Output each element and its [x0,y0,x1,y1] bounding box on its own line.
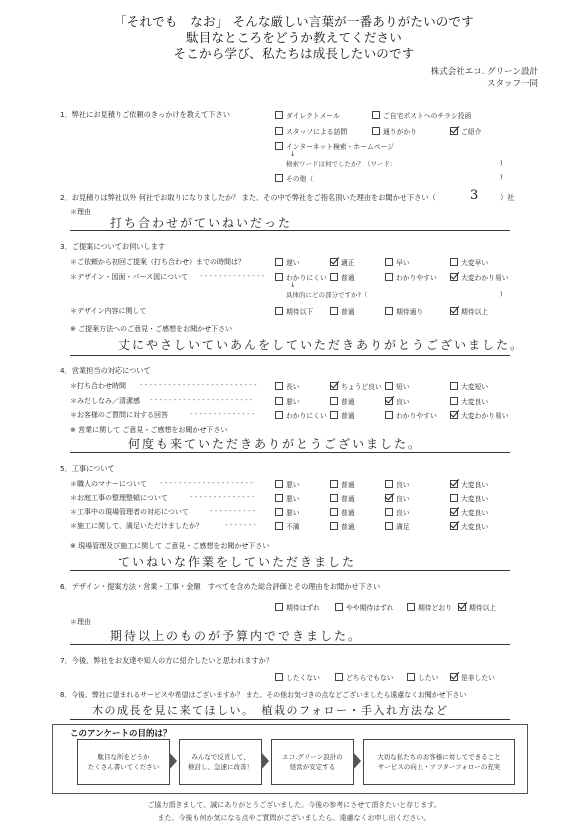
checkbox-checked[interactable] [330,258,338,266]
q4-row3-opt-very-easy[interactable]: 大変わかり易い [450,410,509,420]
q4-row2-opt-very-good[interactable]: 大変良い [450,396,488,406]
q3-row2-opt-hard[interactable]: わかりにくい [275,272,327,282]
leader-dots: - - - - - - - [225,521,257,529]
checkbox[interactable] [450,382,458,390]
q1-search-word-label: 検索ワードは何でしたか？（ワード: [286,160,393,168]
q3-row1-opt-proper[interactable]: 適正 [330,257,355,267]
checkbox[interactable] [275,673,283,681]
q7-opt-yes[interactable]: したい [407,672,438,682]
q5-row2-label: ＊お庭工事の整理整頓について [70,494,168,502]
header-line-2: 駄目なところをどうか教えてください [186,30,402,45]
header-line-1: 「それでも なお」 そんな厳しい言葉が一番ありがたいのです [114,14,474,29]
step-3-line-1: エコ.グリーン設計の [282,753,343,761]
q7-opt-no[interactable]: したくない [275,672,320,682]
step-4-line-2: サービスの向上・アフターフォローの充実 [377,763,501,771]
q1-opt-passing[interactable]: 通りがかり [372,126,417,136]
q3-text: 3．ご提案についてお伺いします [60,242,166,251]
q3-row3-opt-below[interactable]: 期待以下 [275,306,313,316]
arrow-right-icon [353,752,361,770]
q1-opt-referral[interactable]: ご紹介 [450,126,481,136]
q3-detail-label: 具体的にどの部分ですか?（ [286,291,368,299]
q1-text: 1．弊社にお見積りご依頼のきっかけを教えて下さい [60,110,230,119]
step-1-line-1: 駄目な所をどうか [97,753,150,761]
q1-other-close: ) [500,173,503,181]
checkbox[interactable] [275,111,283,119]
q8-text: 8．今後、弊社に望まれるサービスや希望はございますか？ また、その他お気づきの点などございましたら遠慮なくお聞かせ下さい [60,691,467,699]
q8-answer[interactable]: 木の成長を見に来てほしい。 植栽のフォロー・手入れ方法など [92,704,449,717]
checkbox[interactable] [385,411,393,419]
checkbox[interactable] [330,411,338,419]
checkbox-checked[interactable] [450,307,458,315]
q3-row1-opt-fast[interactable]: 早い [385,257,410,267]
checkbox[interactable] [275,273,283,281]
checkbox[interactable] [385,522,393,530]
checkbox[interactable] [330,307,338,315]
checkbox[interactable] [372,127,380,135]
arrow-right-icon [169,752,177,770]
checkbox[interactable] [385,273,393,281]
q3-detail-close: ) [500,290,503,298]
checkbox[interactable] [372,111,380,119]
q3-row3-opt-normal[interactable]: 普通 [330,306,355,316]
q3-row2-opt-very-easy[interactable]: 大変わかり易い [450,272,509,282]
checkbox[interactable] [275,397,283,405]
arrow-right-icon [261,752,269,770]
q5-row4-opt-normal[interactable]: 普通 [330,521,355,531]
q5-row1-label: ＊職人のマナーについて [70,480,147,488]
q5-row3-opt-good[interactable]: 良い [385,507,410,517]
q4-text: 4．営業担当の対応について [60,366,151,375]
q5-row4-opt-very-good[interactable]: 大変良い [450,521,488,531]
q5-row1-opt-normal[interactable]: 普通 [330,479,355,489]
q1-search-close: ) [500,159,503,167]
purpose-title: このアンケートの目的は？ [70,729,172,739]
checkbox[interactable] [450,258,458,266]
q3-row2-opt-easy[interactable]: わかりやすい [385,272,437,282]
step-1-line-2: たくさん書いてください [87,763,160,771]
purpose-step-1 [77,739,170,785]
q5-comment-answer[interactable]: ていねいな作業をしていただきました [118,555,357,569]
checkbox[interactable] [385,382,393,390]
q7-text: 7．今後、弊社をお友達や知人の方に紹介したいと思われますか？ [60,656,274,665]
checkbox[interactable] [450,397,458,405]
checkbox[interactable] [407,603,415,611]
q4-row2-label: ＊みだしなみ／清潔感 [70,397,140,405]
q5-comment-line [70,570,510,571]
checkbox-checked[interactable] [385,494,393,502]
purpose-step-4 [363,739,515,785]
q8-answer-line [70,719,510,720]
checkbox[interactable] [385,307,393,315]
q4-row1-label: ＊打ち合わせ時間 [70,382,126,390]
q4-row1-opt-very-short[interactable]: 大変短い [450,381,488,391]
q1-opt-other[interactable]: その他（ [275,173,313,183]
q4-row3-opt-normal[interactable]: 普通 [330,410,355,420]
q3-row1-label: ＊ご依頼から初回ご提案（打ち合わせ）までの時間は？ [70,258,245,266]
q5-row2-opt-good[interactable]: 良い [385,493,410,503]
checkbox-checked[interactable] [450,127,458,135]
q6-opt-as-expected[interactable]: 期待どおり [407,602,452,612]
step-2-line-2: 検討し、急速に改善！ [188,763,253,771]
q4-row2-opt-bad[interactable]: 悪い [275,396,300,406]
q2-reason-line [70,230,510,231]
q5-row4-opt-satisfied[interactable]: 満足 [385,521,410,531]
leader-dots: - - - - - - - - - - - - - - - - - - - - [160,479,253,487]
checkbox[interactable] [450,494,458,502]
checkbox[interactable] [335,673,343,681]
q5-row2-opt-very-good[interactable]: 大変良い [450,493,488,503]
q6-text: 6．デザイン・提案方法・営業・工事・金額 すべてを含めた総合評価とその理由をお聞かせ下さい [60,582,381,591]
checkbox[interactable] [275,522,283,530]
checkbox[interactable] [330,494,338,502]
q5-comment-label: ※ 現場管理及び施工に関して ご意見・ご感想をお聞かせ下さい [70,542,270,550]
q4-row1-opt-short[interactable]: 短い [385,381,410,391]
q5-row1-opt-good[interactable]: 良い [385,479,410,489]
checkbox-checked[interactable] [385,397,393,405]
leader-dots: - - - - - - - - - - - - - - - - - - - - - - - - - [140,381,257,389]
step-3-line-2: 経営が安定する [289,763,336,771]
staff-label: スタッフ一同 [486,79,538,89]
header-line-3: そこから学び、私たちは成長したいのです [173,46,415,61]
checkbox[interactable] [407,673,415,681]
q1-opt-internet[interactable]: インターネット検索・ホームページ [275,141,394,151]
q3-comment-answer[interactable]: 丈にやさしいていあんをしていただきありがとうございました。 [118,338,525,352]
q4-row3-opt-easy[interactable]: わかりやすい [385,410,437,420]
checkbox-checked[interactable] [330,382,338,390]
step-2-line-1: みんなで反省して、 [191,753,250,761]
q5-row4-label: ＊施工に関して、満足いただけましたか？ [70,522,203,530]
step-4-line-1: 大切な私たちのお客様に対してできること [377,753,501,761]
q3-row3-opt-above[interactable]: 期待以上 [450,306,488,316]
q6-reason-line [70,644,510,645]
q4-comment-line [70,452,510,453]
leader-dots: - - - - - - - - - - [210,507,256,515]
checkbox-checked[interactable] [458,603,466,611]
q5-row3-opt-bad[interactable]: 悪い [275,507,300,517]
q5-row3-opt-normal[interactable]: 普通 [330,507,355,517]
checkbox-checked[interactable] [450,273,458,281]
q7-opt-definitely[interactable]: 是非したい [450,672,495,682]
company-block [431,66,538,90]
checkbox[interactable] [330,273,338,281]
q3-row3-opt-as-expected[interactable]: 期待通り [385,306,423,316]
q2-suffix: ）社 [500,193,515,202]
down-arrow-icon: ↓ [290,150,296,158]
purpose-step-3 [271,739,354,785]
q7-opt-neutral[interactable]: どちらでもない [335,672,394,682]
q2-count-answer[interactable]: 3 [470,188,481,203]
leader-dots: - - - - - - - - - - - - - - [200,272,265,280]
q5-row2-opt-bad[interactable]: 悪い [275,493,300,503]
checkbox-checked[interactable] [450,480,458,488]
q3-row1-opt-slow[interactable]: 遅い [275,257,300,267]
checkbox[interactable] [330,508,338,516]
q1-opt-staff-visit[interactable]: スタッフによる訪問 [275,126,347,136]
company-name: 株式会社エコ. グリーン設計 [430,67,538,77]
checkbox[interactable] [275,411,283,419]
q5-text: 5．工事について [60,464,115,473]
q3-comment-line [70,355,510,356]
q5-row2-opt-normal[interactable]: 普通 [330,493,355,503]
checkbox[interactable] [335,603,343,611]
q2-reason-answer[interactable]: 打ち合わせがていねいだった [110,216,293,230]
q4-comment-answer[interactable]: 何度も来ていただきありがとうございました。 [128,437,423,451]
checkbox[interactable] [385,480,393,488]
q3-row3-label: ＊デザイン内容に関して [70,307,147,315]
q4-row3-opt-hard[interactable]: わかりにくい [275,410,327,420]
checkbox-checked[interactable] [450,673,458,681]
q3-row2-opt-normal[interactable]: 普通 [330,272,355,282]
q6-opt-disappointing[interactable]: 期待はずれ [275,602,320,612]
checkbox[interactable] [275,174,283,182]
q4-comment-label: ※ 営業に関して ご意見・ご感想をお聞かせ下さい [70,426,228,434]
footer-line-1: ご協力頂きまして、誠にありがとうございました。今後の参考にさせて頂きたいと存じます。 [147,801,441,809]
checkbox[interactable] [275,494,283,502]
footer-line-2: また、今後も何か気になる点やご質問がございましたら、遠慮なくお申し出ください。 [157,814,431,822]
q5-row1-opt-very-good[interactable]: 大変良い [450,479,488,489]
checkbox-checked[interactable] [450,508,458,516]
checkbox[interactable] [330,522,338,530]
q4-row2-opt-good[interactable]: 良い [385,396,410,406]
q6-reason-answer[interactable]: 期待以上のものが予算内でできました。 [110,629,363,643]
q1-opt-flyer[interactable]: ご自宅ポストへのチラシ投函 [372,110,471,120]
q5-row3-label: ＊工事中の現場管理者の対応について [70,508,189,516]
q3-comment-label: ※ ご提案方法へのご意見・ご感想をお聞かせ下さい [70,325,233,333]
q2-reason-label: ＊理由 [70,208,91,216]
q2-text: 2．お見積りは弊社以外 何社でお取りになりましたか？ また、その中で弊社をご指名頂いた理由をお聞かせ下さい（ [60,193,436,202]
checkbox[interactable] [385,258,393,266]
q6-reason-label: ＊理由 [70,618,91,626]
q4-row3-label: ＊お客様のご質問に対する回答 [70,411,168,419]
q4-row1-opt-just-right[interactable]: ちょうど良い [330,381,382,391]
q1-opt-dm[interactable]: ダイレクトメール [275,110,340,120]
q4-row1-opt-long[interactable]: 長い [275,381,300,391]
checkbox[interactable] [275,307,283,315]
q5-row4-opt-dissatisfied[interactable]: 不満 [275,521,300,531]
checkbox[interactable] [385,508,393,516]
q3-row1-opt-very-fast[interactable]: 大変早い [450,257,488,267]
q5-row1-opt-bad[interactable]: 悪い [275,479,300,489]
checkbox[interactable] [275,480,283,488]
q3-row2-label: ＊デザイン・図面・パース図について [70,273,189,281]
checkbox[interactable] [275,382,283,390]
checkbox[interactable] [275,127,283,135]
checkbox[interactable] [275,142,283,150]
q4-row2-opt-normal[interactable]: 普通 [330,396,355,406]
checkbox-checked[interactable] [450,522,458,530]
checkbox[interactable] [275,508,283,516]
checkbox[interactable] [330,397,338,405]
q6-opt-above[interactable]: 期待以上 [458,602,496,612]
purpose-step-2 [179,739,262,785]
leader-dots: - - - - - - - - - - - - - - [190,493,255,501]
leader-dots: - - - - - - - - - - - - - - - - - - - - - - [150,396,253,404]
checkbox[interactable] [275,258,283,266]
header [0,14,588,62]
checkbox-checked[interactable] [450,411,458,419]
q6-opt-somewhat-disappointing[interactable]: やや期待はずれ [335,602,394,612]
checkbox[interactable] [275,603,283,611]
leader-dots: - - - - - - - - - - - - - - [190,410,255,418]
down-arrow-icon: ↓ [290,281,296,289]
q5-row3-opt-very-good[interactable]: 大変良い [450,507,488,517]
checkbox[interactable] [330,480,338,488]
